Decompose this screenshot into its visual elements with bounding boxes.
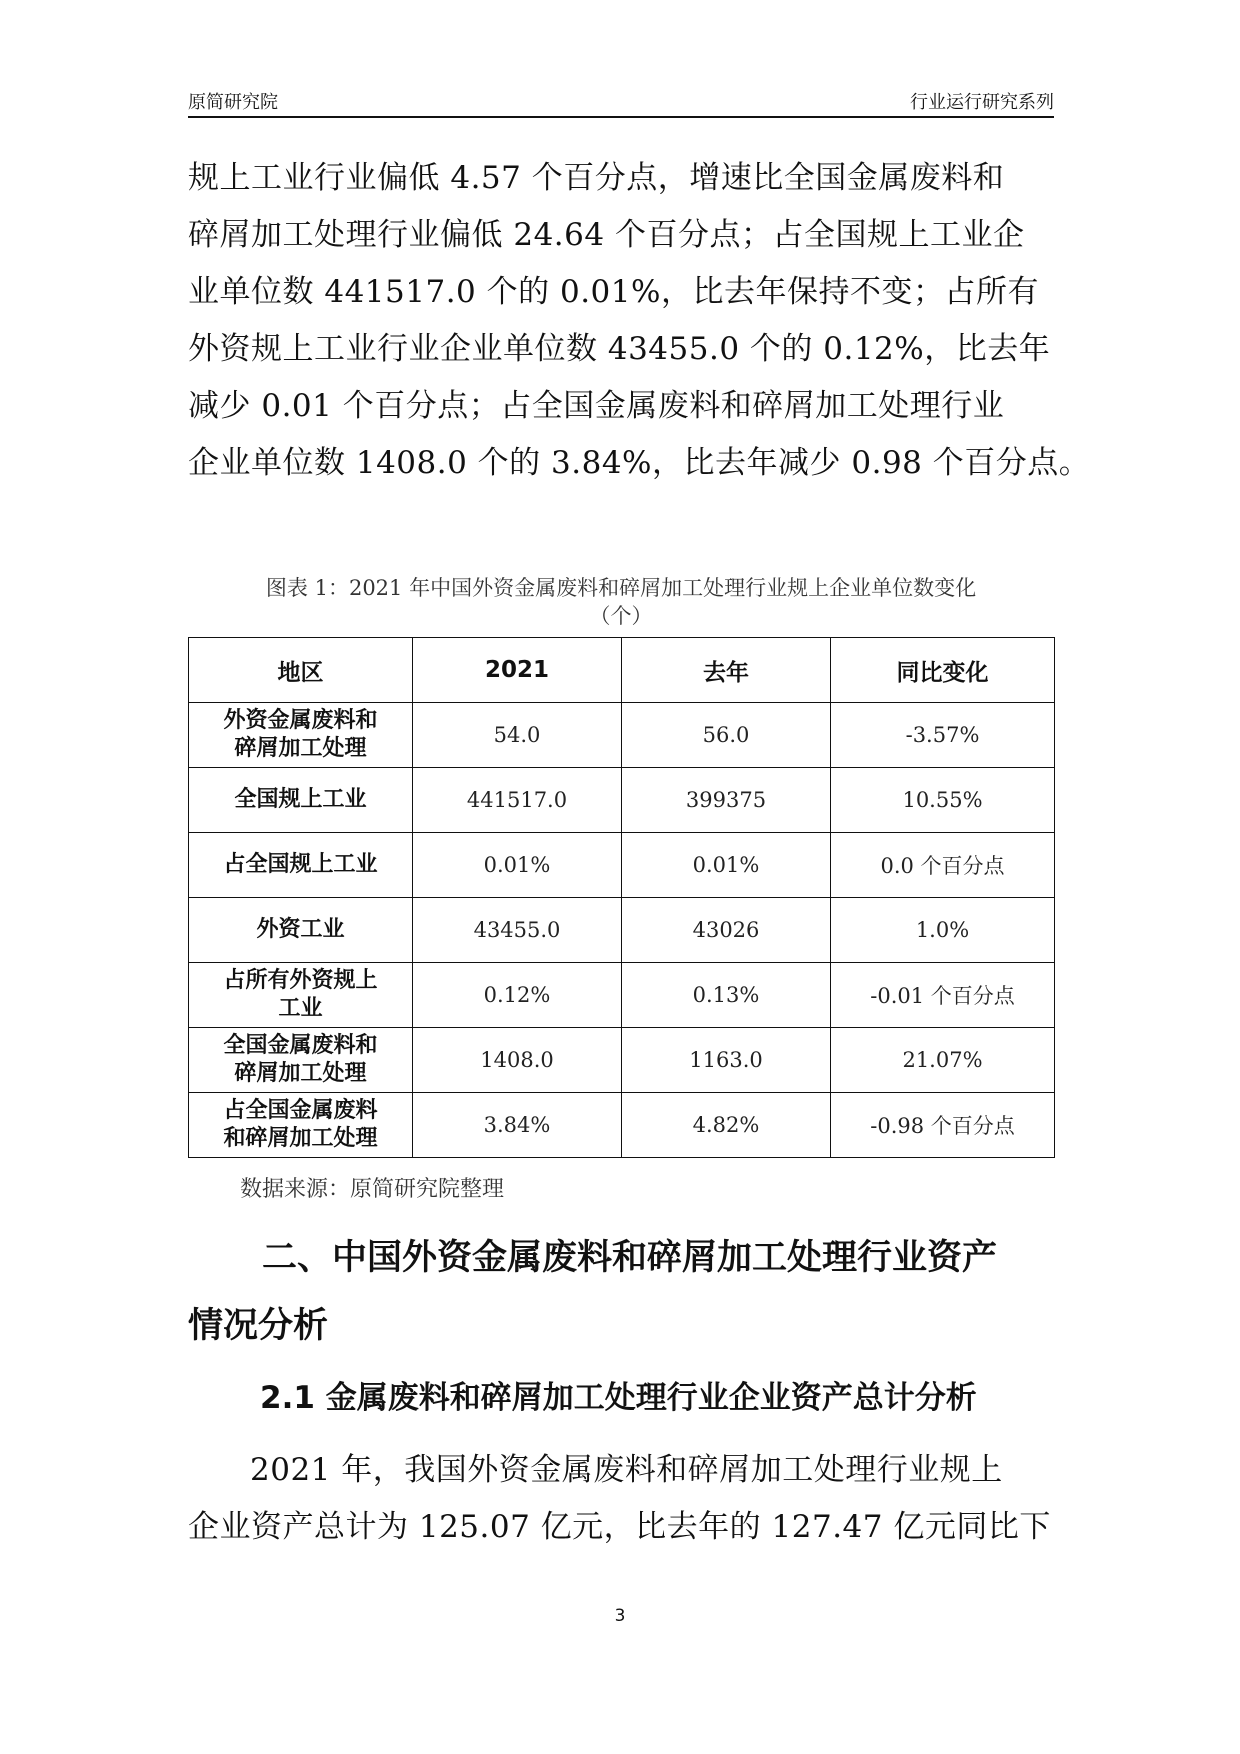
yoy-change-cell: 0.0 个百分点 <box>831 833 1055 898</box>
paragraph-1-line: 碎屑加工处理行业偏低 24.64 个百分点；占全国规上工业企 <box>188 217 1025 253</box>
region-cell: 全国规上工业 <box>189 768 413 833</box>
paragraph-1-line: 减少 0.01 个百分点；占全国金属废料和碎屑加工处理行业 <box>188 388 1005 424</box>
page-header <box>188 88 1054 118</box>
value-last-year-cell: 56.0 <box>622 703 831 768</box>
enterprise-count-table <box>188 637 1055 1158</box>
paragraph-2-line: 企业资产总计为 125.07 亿元，比去年的 127.47 亿元同比下 <box>188 1509 1051 1545</box>
page-number: 3 <box>614 1606 626 1626</box>
value-last-year-cell: 1163.0 <box>622 1028 831 1093</box>
table-row <box>189 898 1055 963</box>
value-2021-cell: 0.12% <box>413 963 622 1028</box>
figure-caption <box>188 574 1054 630</box>
yoy-change-cell: 21.07% <box>831 1028 1055 1093</box>
data-source-note: 数据来源：原简研究院整理 <box>240 1177 505 1202</box>
table-row <box>189 833 1055 898</box>
paragraph-2 <box>188 1442 1054 1556</box>
region-cell: 占全国金属废料 和碎屑加工处理 <box>189 1093 413 1158</box>
table-row <box>189 1028 1055 1093</box>
value-2021-cell: 3.84% <box>413 1093 622 1158</box>
yoy-change-cell: 1.0% <box>831 898 1055 963</box>
column-header-region: 地区 <box>189 638 413 703</box>
section-heading <box>188 1224 1054 1360</box>
region-cell: 全国金属废料和 碎屑加工处理 <box>189 1028 413 1093</box>
value-2021-cell: 1408.0 <box>413 1028 622 1093</box>
value-2021-cell: 54.0 <box>413 703 622 768</box>
region-cell: 外资金属废料和 碎屑加工处理 <box>189 703 413 768</box>
yoy-change-cell: -3.57% <box>831 703 1055 768</box>
paragraph-1-line: 规上工业行业偏低 4.57 个百分点，增速比全国金属废料和 <box>188 160 1005 196</box>
value-last-year-cell: 0.01% <box>622 833 831 898</box>
paragraph-2-line: 2021 年，我国外资金属废料和碎屑加工处理行业规上 <box>250 1452 1003 1488</box>
table-row <box>189 1093 1055 1158</box>
value-last-year-cell: 0.13% <box>622 963 831 1028</box>
figure-caption-unit: （个） <box>589 604 653 628</box>
value-2021-cell: 0.01% <box>413 833 622 898</box>
table-header-row <box>189 638 1055 703</box>
header-series-name: 行业运行研究系列 <box>910 92 1054 113</box>
table-row <box>189 963 1055 1028</box>
section-heading-line: 二、中国外资金属废料和碎屑加工处理行业资产 <box>262 1238 998 1278</box>
region-cell: 占全国规上工业 <box>189 833 413 898</box>
yoy-change-cell: 10.55% <box>831 768 1055 833</box>
column-header-yoy-change: 同比变化 <box>831 638 1055 703</box>
region-cell: 外资工业 <box>189 898 413 963</box>
value-2021-cell: 441517.0 <box>413 768 622 833</box>
table-row <box>189 768 1055 833</box>
yoy-change-cell: -0.01 个百分点 <box>831 963 1055 1028</box>
region-cell: 占所有外资规上 工业 <box>189 963 413 1028</box>
header-org-name: 原简研究院 <box>188 92 278 113</box>
value-last-year-cell: 43026 <box>622 898 831 963</box>
subsection-heading: 2.1 金属废料和碎屑加工处理行业企业资产总计分析 <box>260 1380 977 1416</box>
column-header-last-year: 去年 <box>622 638 831 703</box>
paragraph-1 <box>188 150 1091 492</box>
value-last-year-cell: 4.82% <box>622 1093 831 1158</box>
figure-caption-title: 图表 1：2021 年中国外资金属废料和碎屑加工处理行业规上企业单位数变化 <box>265 576 977 600</box>
yoy-change-cell: -0.98 个百分点 <box>831 1093 1055 1158</box>
section-heading-line: 情况分析 <box>188 1306 329 1346</box>
column-header-2021: 2021 <box>413 638 622 703</box>
table-row <box>189 703 1055 768</box>
paragraph-1-line: 业单位数 441517.0 个的 0.01%，比去年保持不变；占所有 <box>188 274 1039 310</box>
value-last-year-cell: 399375 <box>622 768 831 833</box>
paragraph-1-line: 外资规上工业行业企业单位数 43455.0 个的 0.12%，比去年 <box>188 331 1051 367</box>
value-2021-cell: 43455.0 <box>413 898 622 963</box>
paragraph-1-line: 企业单位数 1408.0 个的 3.84%，比去年减少 0.98 个百分点。 <box>188 445 1091 481</box>
